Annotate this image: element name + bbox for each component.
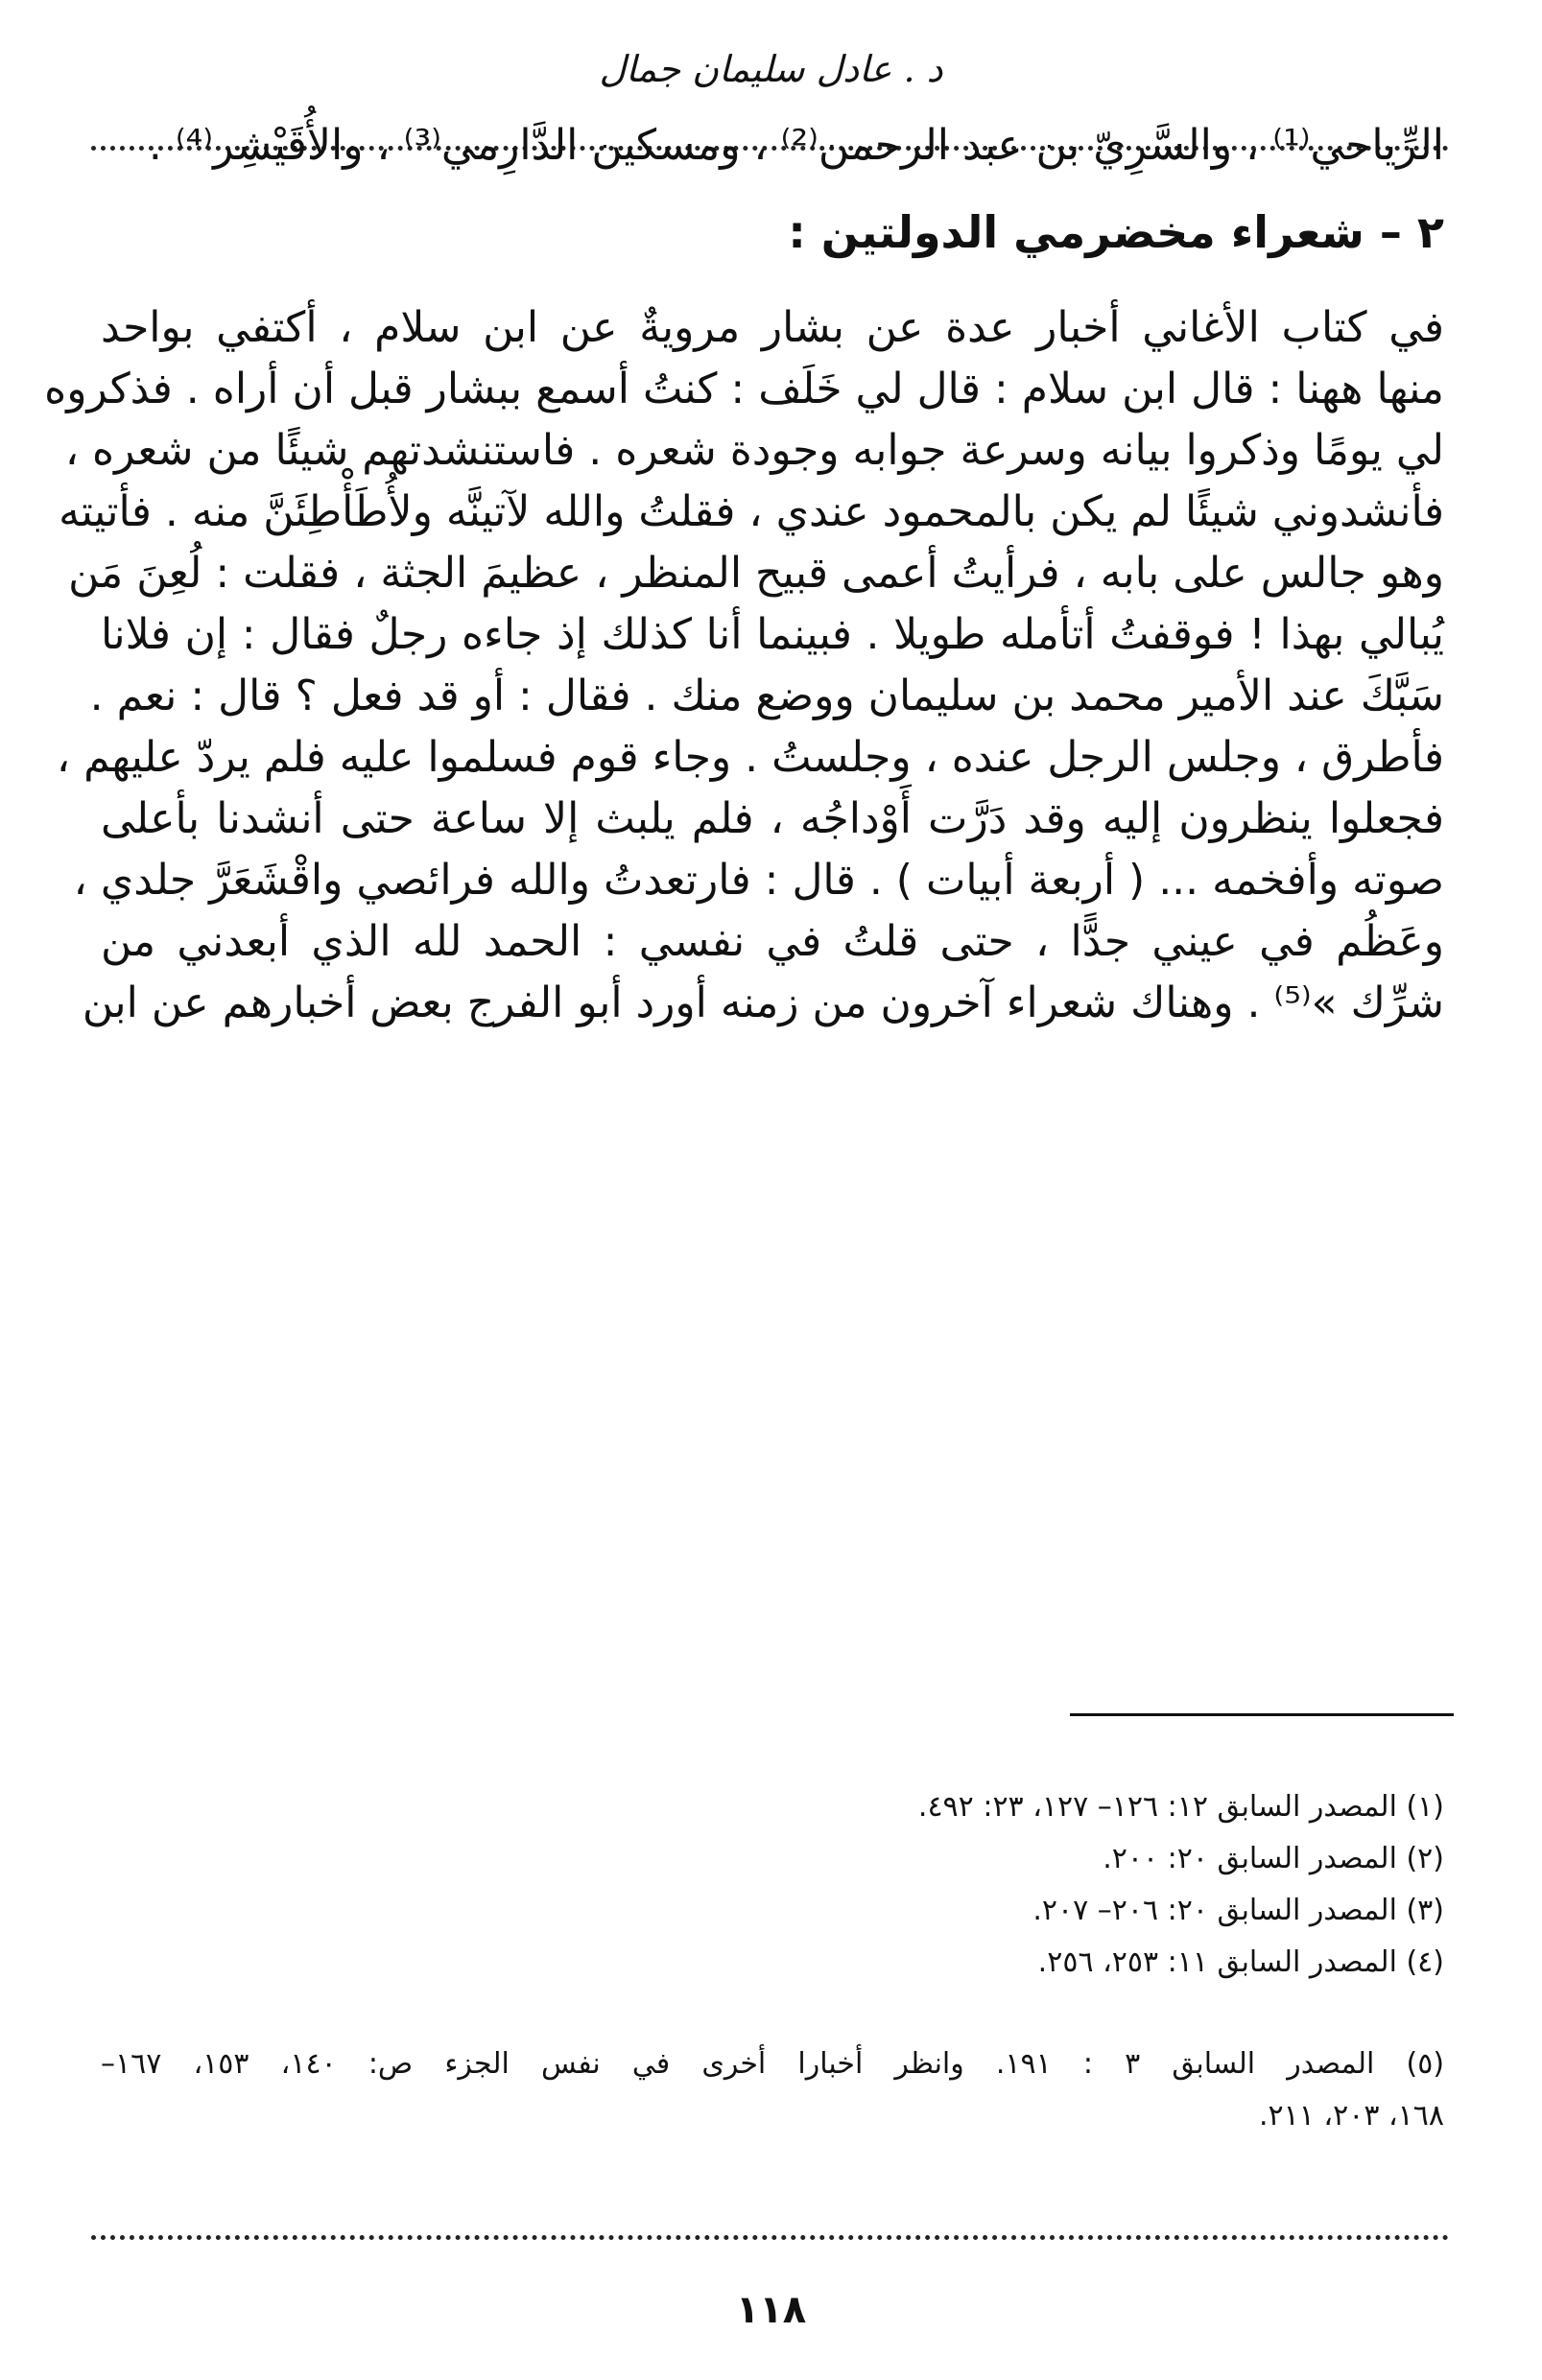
footnote-3: (٣) المصدر السابق ٢٠: ٢٠٦– ٢٠٧.	[1032, 1894, 1444, 1927]
body-line-13: شرِّك »⁽⁵⁾ . وهناك شعراء آخرون من زمنه أورد أبو الفرج بعض أخبارهم عن ابن	[82, 978, 1444, 1027]
body-line-11: صوته وأفخمه ... ( أربعة أبيات ) . قال : فارتعدتُ والله فرائصي واقْشَعَرَّ جلدي ،	[73, 856, 1444, 905]
footnote-4: (٤) المصدر السابق ١١: ٢٥٣، ٢٥٦.	[1037, 1945, 1444, 1979]
body-line-3: منها ههنا : قال ابن سلام : قال لي خَلَف : كنتُ أسمع ببشار قبل أن أراه . فذكروه	[44, 365, 1444, 413]
body-line-1: الرِّياحي⁽¹⁾ ، والسَّرِيّ بن عبد الرحمن⁽²⁾ ، ومسكين الدَّارِمي⁽³⁾ ، والأُقَيْشِر⁽⁴⁾ .	[148, 121, 1444, 170]
footnote-5-line-2: ١٦٨، ٢٠٣، ٢١١.	[1258, 2099, 1444, 2133]
body-line-6: وهو جالس على بابه ، فرأيتُ أعمى قبيح المنظر ، عظيمَ الجثة ، فقلت : لُعِنَ مَن	[68, 549, 1444, 598]
body-line-10: فجعلوا ينظرون إليه وقد دَرَّت أَوْداجُه ، فلم يلبث إلا ساعة حتى أنشدنا بأعلى	[101, 794, 1444, 843]
body-line-8: سَبَّكَ عند الأمير محمد بن سليمان ووضع منك . فقال : أو قد فعل ؟ قال : نعم .	[89, 672, 1444, 720]
body-line-12: وعَظُم في عيني جدًّا ، حتى قلتُ في نفسي : الحمد لله الذي أبعدني من	[101, 917, 1444, 966]
footnote-separator	[1070, 1713, 1454, 1716]
body-line-2: في كتاب الأغاني أخبار عدة عن بشار مرويةٌ عن ابن سلام ، أكتفي بواحد	[101, 303, 1444, 352]
footnote-2: (٢) المصدر السابق ٢٠: ٢٠٠.	[1103, 1842, 1444, 1875]
footnote-5-line-1: (٥) المصدر السابق ٣ : ١٩١. وانظر أخبارا أخرى في نفس الجزء ص: ١٤٠، ١٥٣، ١٦٧–	[101, 2047, 1445, 2081]
footnote-1: (١) المصدر السابق ١٢: ١٢٦– ١٢٧، ٢٣: ٤٩٢.	[917, 1790, 1444, 1824]
body-line-4: لي يومًا وذكروا بيانه وسرعة جوابه وجودة شعره . فاستنشدتهم شيئًا من شعره ،	[64, 426, 1444, 475]
body-line-7: يُبالي بهذا ! فوقفتُ أتأمله طويلا . فبينما أنا كذلك إذ جاءه رجلٌ فقال : إن فلانا	[101, 610, 1444, 659]
running-header: د . عادل سليمان جمال	[599, 48, 943, 90]
body-line-9: فأطرق ، وجلس الرجل عنده ، وجلستُ . وجاء قوم فسلموا عليه فلم يردّ عليهم ،	[56, 733, 1444, 782]
body-line-5: فأنشدوني شيئًا لم يكن بالمحمود عندي ، فقلتُ والله لآتينَّه ولأُطَأْطِئَنَّ منه . فأتيته	[59, 487, 1444, 536]
section-heading: ٢ – شعراء مخضرمي الدولتين :	[788, 206, 1444, 258]
page-number: ١١٨	[735, 2288, 807, 2332]
footer-divider	[91, 2235, 1449, 2240]
